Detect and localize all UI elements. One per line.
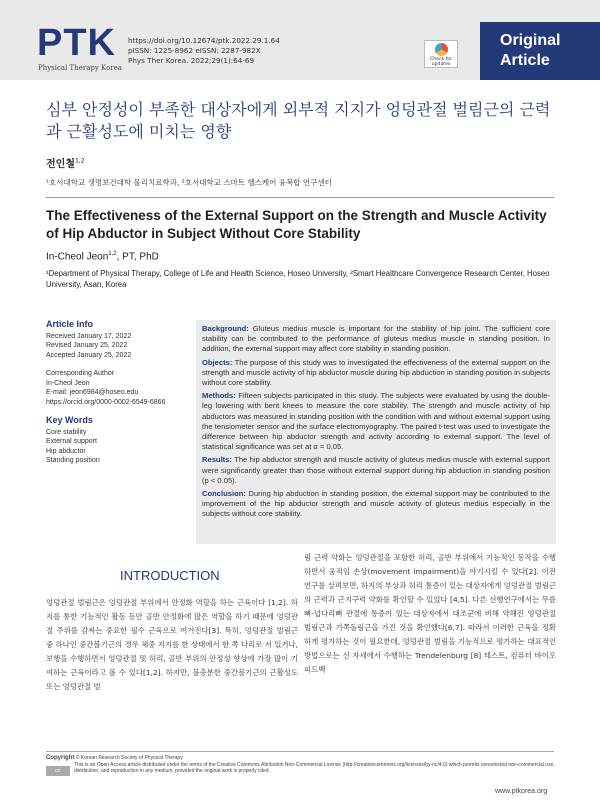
article-info bbox=[46, 320, 186, 360]
background-label: Background: bbox=[202, 324, 249, 333]
article-type-box bbox=[480, 22, 600, 80]
check-updates-label: Check for updates bbox=[430, 57, 452, 67]
conclusion-text: During hip abduction in standing position, the external support may be contributed to the improvement of the hip abductor strength and muscle activity of gluteus medius especially in the subjects without core stability. bbox=[202, 489, 550, 519]
corr-email[interactable]: E-mail: jeon6984@hoseo.edu bbox=[46, 389, 139, 396]
english-author-suffix: , PT, PhD bbox=[116, 251, 159, 263]
results-text: The hip abductor strength and muscle activity of gluteus medius muscle with external support were significantly greater than those without external support during hip abduction in standing position (p < 0.05). bbox=[202, 455, 550, 485]
abstract-conclusion bbox=[202, 489, 550, 520]
abstract-box bbox=[196, 320, 556, 544]
english-title: The Effectiveness of the External Support on the Strength and Muscle Activity of Hip Abductor in Subject Without Core Stability bbox=[46, 208, 547, 241]
license-text: This is an Open Access article distributed under the terms of the Creative Commons Attribution Non-Commercial License (http://creativecommons.org/licenses/by-nc/4.0) which permits unrestricted non-commercial use, distribution, and reproduction in any medium, provided the original work is properly cited. bbox=[74, 761, 555, 774]
corresponding-author bbox=[46, 369, 186, 407]
article-info-column bbox=[46, 320, 186, 475]
methods-text: Fifteen subjects participated in this study. The subjects were evaluated by using the double-leg lowering with bent knees to measure the core stability. The strength and muscle activity of hip abductors was measured in standing position with the condition with and without external support using the tensiometer sensor and the surface electromyography. The paired t-test was used to investigate the difference between hip abductor strength and activity according to external support. The level of statistical significance was set at α = 0.05. bbox=[202, 391, 550, 452]
article-type-line2: Article bbox=[500, 52, 550, 69]
copyright-text: © Korean Research Society of Physical Therapy bbox=[75, 755, 183, 761]
introduction-heading: INTRODUCTION bbox=[120, 568, 220, 583]
results-label: Results: bbox=[202, 455, 232, 465]
accepted-date: Accepted January 25, 2022 bbox=[46, 351, 132, 359]
journal-website[interactable]: www.ptkorea.org bbox=[495, 788, 548, 795]
corr-name: In-Cheol Jeon bbox=[46, 379, 90, 387]
korean-author-name: 전인철 bbox=[46, 159, 75, 170]
check-updates-badge[interactable] bbox=[424, 40, 458, 68]
intro-column-right: 림 근력 약화는 엉덩관절을 포함한 허리, 골반 부위에서 기능적인 동작을 수행하면서 움직임 손상(movement impairment)을 야기시킬 수 있다[2]. 이전 연구를 살펴보면, 하지의 부상과 허리 통증이 있는 대상자에게 엉덩관절 벌림근의 근력과 근지구력 약화를 확인할 수 있었다 [4,5]. 다른 선행연구에서는 무릎뼈-넙다리뼈 관절에 통증이 있는 대상자에서 대조군에 비해 약해진 엉덩관절 벌림근과 가쪽돌림근을 가진 것을 확인했다[6,7]. 따라서 이러한 근육을 정확하게 평가하는 것이 필요한데, 엉덩관절 벌림을 기능적으로 평가하는 대표적인 방법으로는 선 자세에서 수행하는 Trendelenburg [8] 테스트, 컴퓨터 바이오 피드백 bbox=[304, 553, 556, 674]
divider bbox=[46, 197, 554, 198]
revised-date: Revised January 25, 2022 bbox=[46, 342, 128, 349]
article-info-heading: Article Info bbox=[46, 319, 94, 329]
korean-author-sup: 1,2 bbox=[74, 157, 85, 165]
creative-commons-icon[interactable]: cc bbox=[46, 766, 70, 776]
keywords bbox=[46, 416, 186, 466]
corr-orcid[interactable]: https://orcid.org/0000-0002-6549-6866 bbox=[46, 398, 166, 406]
corr-heading: Corresponding Author bbox=[46, 370, 115, 377]
journal-name: Physical Therapy Korea bbox=[38, 64, 122, 72]
abstract-background bbox=[202, 324, 550, 355]
issn: pISSN: 1225-8962 eISSN: 2287-982X bbox=[128, 46, 261, 55]
copyright-label: Copyright bbox=[46, 755, 75, 761]
korean-affiliation: ¹호서대학교 생명보건대학 물리치료학과, ²호서대학교 스마트 헬스케어 융복합 연구센터 bbox=[46, 178, 332, 187]
copyright-block bbox=[46, 755, 556, 775]
english-affiliation: ¹Department of Physical Therapy, College of Life and Health Science, Hoseo University, ²Smart Healthcare Convergence Research Center, Hoseo University, Asan, Korea bbox=[46, 269, 550, 289]
english-author-sup: 1,2 bbox=[108, 251, 117, 257]
keyword-item: Hip abductor bbox=[46, 447, 86, 455]
header-meta bbox=[128, 36, 280, 66]
citation: Phys Ther Korea. 2022;29(1):64-69 bbox=[128, 56, 255, 65]
abstract-methods bbox=[202, 391, 550, 452]
korean-title: 심부 안정성이 부족한 대상자에게 외부적 지지가 엉덩관절 벌림근의 근력과 근활성도에 미치는 영향 bbox=[46, 100, 551, 141]
background-text: Gluteus medius muscle is important for the stability of hip joint. The sufficient core stability can be contributed to the performance of gluteus medius muscle in standing position. In addition, the external support may affect core stability in standing position. bbox=[202, 324, 550, 354]
article-type-line1: Original bbox=[500, 32, 561, 49]
conclusion-label: Conclusion: bbox=[202, 489, 246, 499]
abstract-results bbox=[202, 455, 550, 486]
journal-logo: PTK bbox=[37, 22, 116, 64]
keyword-item: Standing position bbox=[46, 457, 100, 464]
english-author bbox=[46, 251, 159, 262]
korean-author bbox=[46, 155, 85, 170]
intro-column-left: 엉덩관절 벌림근은 엉덩관절 부위에서 안정화 역할을 하는 근육이다 [1,2]. 하지를 통한 기능적인 활동 동안 골반 안정화에 많은 역할을 하기 때문에 엉덩관절 주위를 감싸는 중요한 필수 근육으로 여겨진다[3]. 특히, 엉덩관절 벌림근 중 하나인 중간볼기근의 경우 체중 지지를 한 상태에서 한 쪽 다리로 서 있거나, 보행을 수행하면서 엉덩관절 및 허리, 골반 부위의 안정성 향상에 가장 많이 기여하는 근육이라고 볼 수 있다[1,2]. 하지만, 불충분한 중간볼기근의 근활성도 또는 엉덩관절 벌 bbox=[46, 598, 298, 691]
keyword-item: External support bbox=[46, 438, 97, 445]
abstract-objects bbox=[202, 358, 550, 389]
check-updates-icon bbox=[435, 43, 448, 56]
objects-text: The purpose of this study was to investigated the effectiveness of the external support on the strength and muscle activity of hip abductor muscle during hip abduction in standing position in subjects without core stability. bbox=[202, 357, 550, 388]
keyword-item: Core stability bbox=[46, 428, 87, 436]
doi-link[interactable]: https://doi.org/10.12674/ptk.2022.29.1.64 bbox=[128, 36, 280, 45]
received-date: Received January 17, 2022 bbox=[46, 332, 132, 340]
english-author-name: In-Cheol Jeon bbox=[46, 251, 109, 263]
methods-label: Methods: bbox=[202, 391, 236, 401]
keywords-heading: Key Words bbox=[46, 415, 93, 425]
objects-label: Objects: bbox=[202, 357, 233, 367]
footer-divider bbox=[46, 751, 554, 752]
